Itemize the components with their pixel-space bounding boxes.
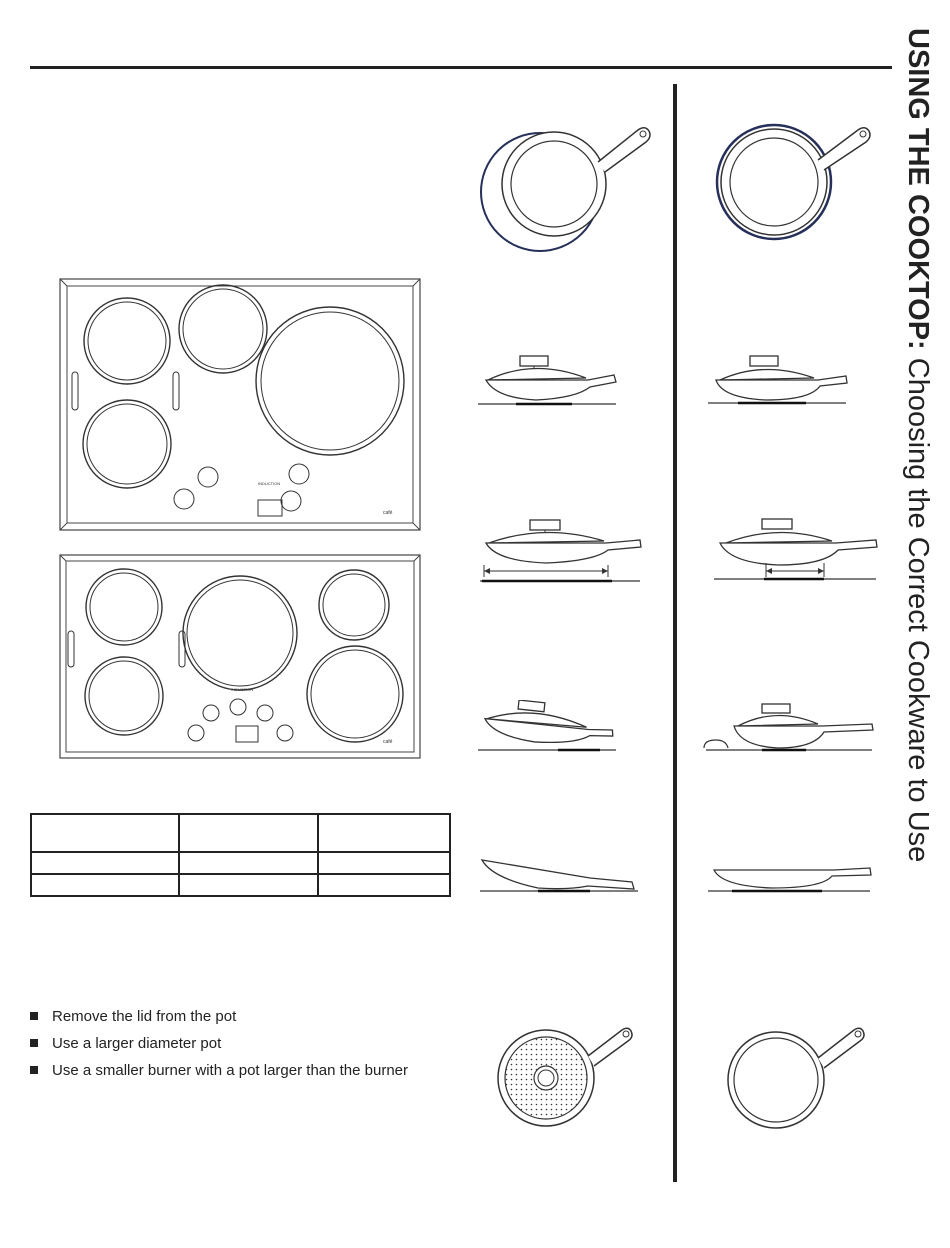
burner [84, 298, 170, 384]
pan-matched-illustration [712, 517, 882, 583]
pan-off-center-illustration [478, 120, 658, 255]
svg-text:USING THE COOKTOP: Choosing th [902, 28, 934, 862]
bullet-icon [30, 1012, 38, 1020]
table-header-cell [31, 814, 179, 852]
cooktop-30-illustration [58, 277, 422, 532]
burner [319, 570, 389, 640]
list-item [30, 1030, 408, 1057]
pan-flat-bottom-illustration [706, 352, 852, 408]
list-item [30, 1057, 408, 1084]
tips-list [30, 1003, 408, 1084]
table-header-cell [318, 814, 450, 852]
spec-table [30, 813, 451, 897]
cooktop-36-illustration [58, 553, 422, 760]
bullet-icon [30, 1039, 38, 1047]
table-header-row [31, 814, 450, 852]
section-title [895, 28, 945, 1218]
pan-oversize-illustration [476, 517, 646, 587]
list-item [30, 1003, 408, 1030]
section-title-light: Choosing the Correct Cookware to Use [902, 349, 934, 863]
table-cell [318, 874, 450, 896]
burner [183, 576, 297, 690]
section-title-bold: USING THE COOKTOP: [902, 28, 934, 350]
table-cell [179, 874, 318, 896]
pan-centered-illustration [712, 120, 892, 255]
pan-flat-illustration [706, 862, 876, 898]
table-header-cell [179, 814, 318, 852]
burner [307, 646, 403, 742]
table-cell [31, 852, 179, 874]
burner [256, 307, 404, 455]
burner [85, 657, 163, 735]
tip-text: Use a smaller burner with a pot larger than the burner [52, 1062, 409, 1079]
pan-tilted-illustration [476, 700, 622, 756]
top-rule [30, 66, 892, 69]
pan-solid-illustration [724, 1022, 874, 1132]
column-divider [673, 84, 677, 1182]
brand-label: INDUCTION [231, 687, 254, 692]
pan-not-flat-illustration [478, 852, 642, 896]
tip-text: Use a larger diameter pot [52, 1035, 222, 1052]
brand-label: INDUCTION [258, 481, 281, 486]
table-row [31, 874, 450, 896]
table-row [31, 852, 450, 874]
bullet-icon [30, 1066, 38, 1074]
pan-warped-bottom-illustration [476, 348, 622, 410]
table-cell [318, 852, 450, 874]
burner [83, 400, 171, 488]
table-cell [179, 852, 318, 874]
pan-level-illustration [702, 700, 878, 756]
table-cell [31, 874, 179, 896]
brand-logo: café [383, 739, 393, 745]
tip-text: Remove the lid from the pot [52, 1008, 237, 1025]
burner [179, 285, 267, 373]
brand-logo: café [383, 510, 393, 516]
pan-perforated-illustration [494, 1022, 636, 1132]
burner [86, 569, 162, 645]
